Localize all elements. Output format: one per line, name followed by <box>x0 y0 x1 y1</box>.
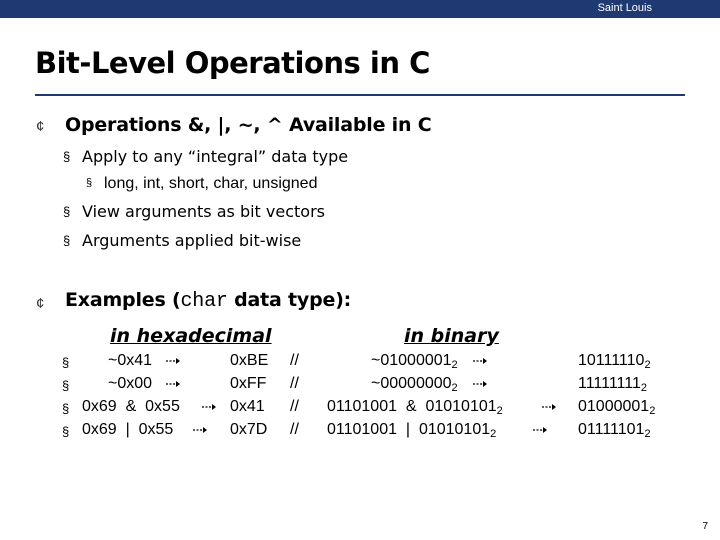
square-bullet-icon: § <box>86 177 93 189</box>
binary-expression-text: 01101001 & 01010101 <box>327 398 497 415</box>
slide-title: Bit-Level Operations in C <box>35 46 430 80</box>
heading-prefix: Examples ( <box>65 289 181 311</box>
arrow-icon <box>542 404 556 410</box>
point-bitwise: Arguments applied bit-wise <box>82 231 302 250</box>
hex-expression: 0x69 | 0x55 <box>82 421 174 438</box>
square-bullet-icon: § <box>63 233 71 248</box>
top-banner <box>0 0 720 18</box>
binary-expression <box>327 421 496 439</box>
ring-bullet-icon: ¢ <box>36 295 45 312</box>
base-subscript: 2 <box>490 428 497 440</box>
base-subscript: 2 <box>451 359 458 371</box>
binary-expression <box>371 352 458 370</box>
binary-result-text: 01000001 <box>578 398 650 415</box>
comment-separator: // <box>290 375 299 392</box>
org-name: Saint Louis <box>597 2 652 14</box>
comment-separator: // <box>290 398 299 415</box>
base-subscript: 2 <box>496 405 503 417</box>
base-subscript: 2 <box>649 405 656 417</box>
title-divider <box>35 94 685 96</box>
comment-separator: // <box>290 352 299 369</box>
section1-heading: Operations &, |, ~, ^ Available in C <box>65 114 432 136</box>
heading-suffix: data type): <box>227 289 352 311</box>
page-number: 7 <box>702 521 708 532</box>
hex-result: 0xFF <box>230 375 267 392</box>
hex-result: 0x7D <box>230 421 268 438</box>
column-header-hex: in hexadecimal <box>110 325 272 347</box>
binary-result-text: 10111110 <box>578 352 645 369</box>
point-integral: Apply to any “integral” data type <box>82 147 349 166</box>
hex-result: 0xBE <box>230 352 269 369</box>
binary-result <box>578 398 655 416</box>
column-header-binary: in binary <box>404 325 499 347</box>
binary-result-text: 01111101 <box>578 421 645 438</box>
arrow-icon <box>473 381 487 387</box>
point-types: long, int, short, char, unsigned <box>104 175 318 192</box>
base-subscript: 2 <box>451 382 458 394</box>
square-bullet-icon: § <box>62 424 70 439</box>
arrow-icon <box>202 404 216 410</box>
binary-result <box>578 352 651 370</box>
ring-bullet-icon: ¢ <box>36 118 45 135</box>
binary-expression <box>327 398 503 416</box>
binary-result <box>578 421 651 439</box>
base-subscript: 2 <box>644 359 651 371</box>
binary-expression <box>371 375 458 393</box>
base-subscript: 2 <box>644 428 651 440</box>
arrow-icon <box>473 358 487 364</box>
arrow-icon <box>166 381 180 387</box>
binary-result <box>578 375 647 393</box>
square-bullet-icon: § <box>62 355 70 370</box>
binary-expression-text: ~00000000 <box>371 375 452 392</box>
arrow-icon <box>193 427 207 433</box>
square-bullet-icon: § <box>63 149 71 164</box>
square-bullet-icon: § <box>62 378 70 393</box>
hex-expression: ~0x00 <box>108 375 153 392</box>
hex-result: 0x41 <box>230 398 265 415</box>
square-bullet-icon: § <box>62 401 70 416</box>
binary-result-text: 11111111 <box>578 375 641 392</box>
base-subscript: 2 <box>640 382 647 394</box>
point-bitvectors: View arguments as bit vectors <box>82 202 325 221</box>
arrow-icon <box>166 358 180 364</box>
comment-separator: // <box>290 421 299 438</box>
hex-expression: 0x69 & 0x55 <box>82 398 180 415</box>
square-bullet-icon: § <box>63 204 71 219</box>
section2-heading <box>65 289 351 313</box>
arrow-icon <box>533 427 547 433</box>
binary-expression-text: ~01000001 <box>371 352 452 369</box>
heading-code: char <box>180 290 228 313</box>
binary-expression-text: 01101001 | 01010101 <box>327 421 491 438</box>
hex-expression: ~0x41 <box>108 352 153 369</box>
